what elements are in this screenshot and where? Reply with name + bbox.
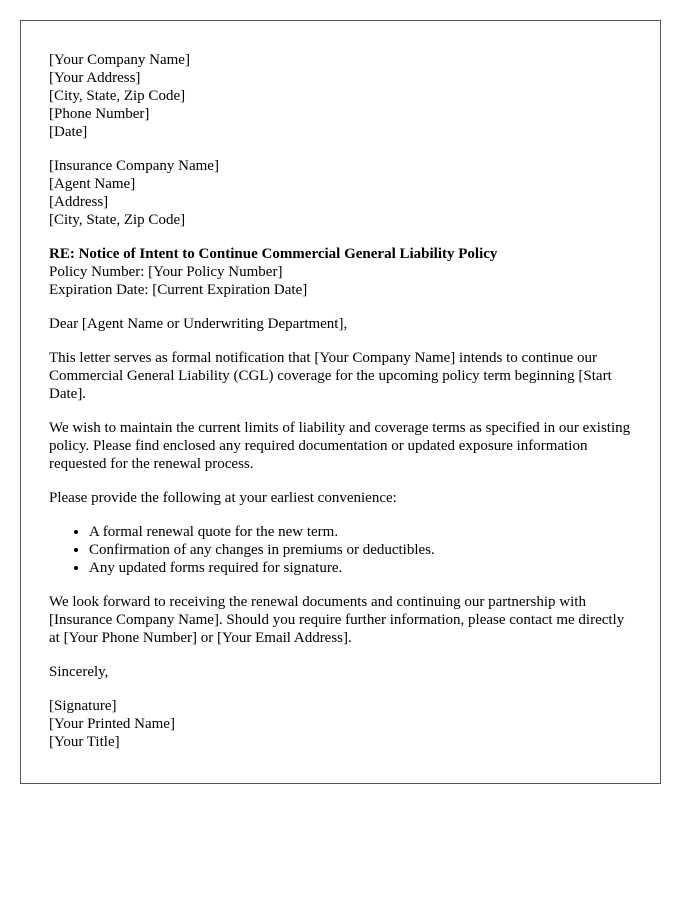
- body-paragraph-coverage: We wish to maintain the current limits of liability and coverage terms as specified in our existing policy. Please find enclosed any required documentation or updated exposure information requested for the renewal process.: [49, 420, 631, 472]
- recipient-company: [Insurance Company Name]: [49, 158, 219, 174]
- sender-block: [49, 51, 632, 141]
- signature-placeholder: [Signature]: [49, 698, 117, 714]
- reference-block: [49, 245, 632, 299]
- recipient-city-state-zip: [City, State, Zip Code]: [49, 212, 186, 228]
- signoff: Sincerely,: [49, 664, 109, 680]
- signature-block: [49, 697, 632, 751]
- signer-title: [Your Title]: [49, 734, 120, 750]
- policy-number: Policy Number: [Your Policy Number]: [49, 264, 283, 280]
- subject-line: RE: Notice of Intent to Continue Commercial General Liability Policy: [49, 246, 498, 262]
- sender-company: [Your Company Name]: [49, 52, 190, 68]
- list-item: • Any updated forms required for signature.: [89, 559, 632, 577]
- closing-paragraph: We look forward to receiving the renewal documents and continuing our partnership with [Insurance Company Name]. Should you require further information, please contact me directly at [Your Phone Number] or [Your Email Address].: [49, 594, 625, 646]
- body-paragraph-intent: This letter serves as formal notification that [Your Company Name] intends to continue our Commercial General Liability (CGL) coverage for the upcoming policy term beginning [Start Date].: [49, 350, 612, 402]
- recipient-block: [49, 157, 632, 229]
- recipient-agent: [Agent Name]: [49, 176, 136, 192]
- letter-date: [Date]: [49, 124, 88, 140]
- printed-name: [Your Printed Name]: [49, 716, 175, 732]
- list-item: • A formal renewal quote for the new term.: [89, 523, 632, 541]
- request-list: [49, 523, 632, 577]
- sender-city-state-zip: [City, State, Zip Code]: [49, 88, 186, 104]
- sender-phone: [Phone Number]: [49, 106, 150, 122]
- sender-address: [Your Address]: [49, 70, 141, 86]
- list-item: • Confirmation of any changes in premiums or deductibles.: [89, 541, 632, 559]
- recipient-address: [Address]: [49, 194, 109, 210]
- expiration-date: Expiration Date: [Current Expiration Date]: [49, 282, 308, 298]
- letter-page: [20, 20, 661, 784]
- body-paragraph-request: Please provide the following at your earliest convenience:: [49, 490, 397, 506]
- salutation: Dear [Agent Name or Underwriting Department],: [49, 316, 348, 332]
